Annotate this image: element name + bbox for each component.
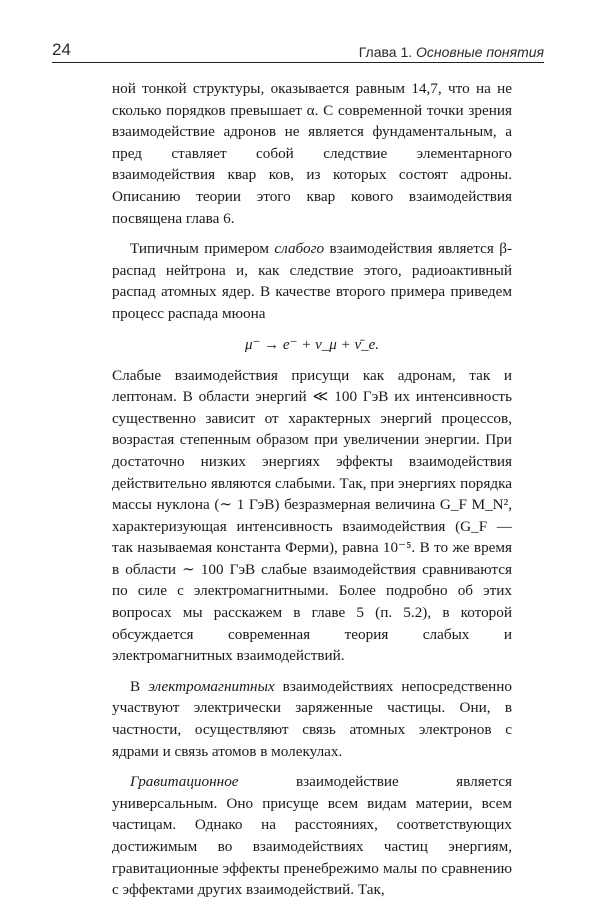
emphasis-weak: слабого	[274, 240, 325, 258]
page-number: 24	[52, 40, 71, 59]
chapter-prefix: Глава 1.	[358, 44, 413, 60]
running-header	[52, 32, 544, 60]
paragraph-gravitational	[112, 771, 512, 901]
line: ставляет собой следствие элементарного взаимодействия квар	[112, 144, 512, 184]
header-rule	[52, 62, 544, 63]
chapter-heading	[359, 44, 544, 60]
text-run: взаимодействия является β-распад нейтрона и, как следствие этого, радиоактивный распад атомных ядер. В качестве второго примера приведем процесс распада мюона	[112, 240, 512, 322]
text-run: В	[130, 677, 149, 695]
chapter-title: Основные понятия	[416, 44, 544, 60]
line: взаимодействие адронов не является фундаментальным, а пред	[112, 123, 512, 162]
body-text	[112, 78, 512, 901]
text-run: Типичным примером	[130, 240, 275, 258]
line: ной тонкой структуры, оказывается равным 14,7, что на не	[112, 80, 512, 97]
paragraph-hadrons	[112, 78, 512, 229]
line: сколько порядков превышает α. С современной точки зрения	[112, 101, 512, 119]
muon-decay-formula: μ⁻ → e⁻ + ν_μ + ν̄_e.	[244, 336, 380, 353]
emphasis-gravitational: Гравитационное	[130, 773, 239, 791]
text-run: взаимодействиях непосредственно участвуют электрически заряженные частицы. Они, в частности, осуществляют связь атомных электронов с ядрами и связь атомов в молекулах.	[112, 677, 512, 760]
paragraph-weak-interactions: Слабые взаимодействия присущи как адронам, так и лептонам. В области энергий ≪ 100 ГэВ их интенсивность существенно зависит от характерных энергий процессов, возрастая степенным образом при увеличении энергии. При достаточно низких энергиях эффекты взаимодействия действительно являются слабыми. Так, при энергиях порядка массы нуклона (∼ 1 ГэВ) безразмерная величина G_F M_N², характеризующая интенсивность взаимодействия (G_F — так называемая константа Ферми), равна 10⁻⁵. В то же время в области ∼ 100 ГэВ слабые взаимодействия сравниваются по силе с электромагнитными. Более подробно об этих вопросах мы расскажем в главе 5 (п. 5.2), в которой обсуждается современная теория слабых и электромагнитных взаимодействий.	[112, 366, 512, 665]
paragraph-weak-example	[112, 238, 512, 324]
text-run: взаимодействие является универсальным. Оно присуще всем видам материи, всем частицам. Однако на расстояниях, соответствующих достижимым во взаимодействиях частиц энергиям, гравитационные эффекты пренебрежимо малы по сравнению с эффектами других взаимодействий. Так,	[112, 773, 512, 899]
paragraph-electromagnetic	[112, 676, 512, 762]
emphasis-electromagnetic: электромагнитных	[148, 677, 275, 695]
line: ков, из которых состоят адроны. Описанию теории этого квар	[112, 166, 513, 205]
line: кового взаимодействия посвящена глава 6.	[112, 187, 513, 227]
